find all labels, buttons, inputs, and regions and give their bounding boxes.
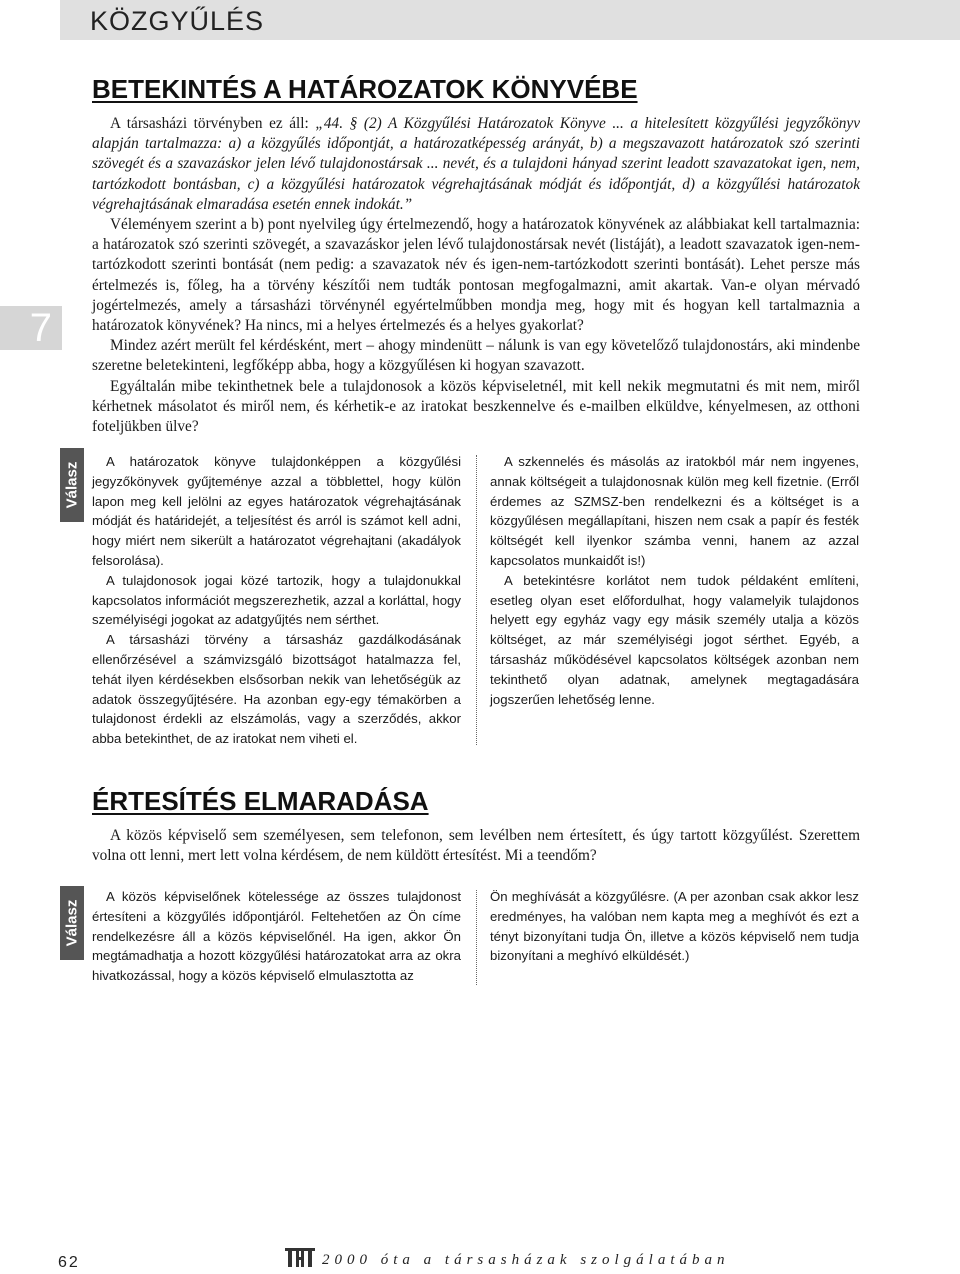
column-divider [476, 455, 477, 745]
article-title-2: ÉRTESÍTÉS ELMARADÁSA [92, 786, 429, 816]
question-paragraph: Egyáltalán mibe tekinthetnek bele a tulajdonosok a közös képviseletnél, mit kell nekik megmutatni és mit nem, miről kérhetnek másolatot és miről nem, és kérhetik-e az iratokat beszkennelve és e-mailben elküldve, kényelmesen, az otthoni foteljükben ülve? [92, 377, 860, 436]
question-paragraph [92, 114, 860, 215]
answer-label-text: Válasz [63, 461, 81, 509]
article-title-1: BETEKINTÉS A HATÁROZATOK KÖNYVÉBE [92, 74, 638, 104]
page-tab-number: 7 [29, 306, 52, 350]
answer-paragraph: A társasházi törvény a társasház gazdálkodásának ellenőrzésével a számvizsgáló bizottságot hatalmazza fel, tehát ilyen kérdésekben elsősorban nekik van lehetőségük az adatok összegyűjtésére. Ha azonban egy-egy témakörben a tulajdonost érdekli az elszámolás, vagy a szerződés, akkor abba betekinthet, de az iratokat nem viheti el. [92, 632, 461, 747]
page-tab [0, 306, 62, 350]
answer-column-right-2 [490, 887, 859, 966]
answer-paragraph: A betekintésre korlátot nem tudok példaként említeni, esetleg olyan eset előfordulhat, hogy valamelyik tulajdonos helyett egy egyház vagy egy másik személy utalja a közös költséget, az már személyiségi jogot sérthet. Egyéb, a társasház működésével kapcsolatos költségek azonban nem tekinthető olyan adatnak, amelynek megtagadására jogszerűen lehetőség lenne. [490, 572, 859, 707]
answer-label-1 [60, 448, 84, 522]
question-paragraph: A közös képviselő sem személyesen, sem telefonon, sem levélben nem értesített, és úgy tartott közgyűlést. Szerettem volna ott lenni, mert lett volna kérdésem, de nem küldött értesítést. Mi a teendőm? [92, 827, 860, 865]
question-paragraph: Véleményem szerint a b) pont nyelvileg úgy értelmezendő, hogy a határozatok könyvének az alábbiakat kell tartalmaznia: a határozatok szó szerinti szövegét, a szavazáskor jelen lévő tulajdonostársak nevét (listáját), a leadott szavazatok igen-nem-tartózkodott szerinti bontását (nem pedig: a szavazatok név és igen-nem-tartózkodott szerinti bontását). Lehet persze más értelmezés is, főleg, ha a törvény készítői nem tudták pontosan megfogalmazni, amit akartak. Van-e olyan mérvadó jogértelmezés, amely a társasházi törvénynél egyértelműbben mondja meg, hogy mit és hogyan kell tartalmaznia a határozatok könyvének? Ha nincs, mi a helyes értelmezés és a helyes gyakorlat? [92, 216, 860, 335]
answer-label-2 [60, 886, 84, 960]
answer-label-text: Válasz [63, 899, 81, 947]
question-intro: A társasházi törvényben ez áll: [110, 115, 316, 132]
page-number: 62 [58, 1254, 80, 1271]
answer-column-left-1 [92, 452, 461, 749]
tht-logo [285, 1246, 315, 1268]
answer-paragraph: Ön meghívását a közgyűlésre. (A per azonban csak akkor lesz eredményes, ha valóban nem kapta meg a meghívót és ezt a tényt bizonyítani tudja Ön, illetve a közös képviselő nem tudja bizonyítani a meghívó elküldését.) [490, 889, 859, 964]
answer-paragraph: A szkennelés és másolás az iratokból már nem ingyenes, annak költségeit a tulajdonosnak külön meg kell fizetnie. (Erről érdemes az SZMSZ-ben rendelkezni és a költséget is a közgyűlésen megállapítani, hiszen nem csak a papír és festék költségét kell ilyenkor számba venni, hanem az azzal kapcsolatos munkaidőt is!) [490, 454, 859, 568]
answer-paragraph: A tulajdonosok jogai közé tartozik, hogy a tulajdonukkal kapcsolatos információt megszerezhetik, azzal a korláttal, hogy személyiségi jogokat az adatgyűjtés nem sérthet. [92, 572, 461, 628]
question-paragraph: Mindez azért merült fel kérdésként, mert – ahogy mindenütt – nálunk is van egy követelőző tulajdonostárs, aki mindenbe szeretne beletekinteni, legfőképp abba, hogy a közgyűlésen ki hogyan szavazott. [92, 337, 860, 375]
question-text-2 [92, 826, 860, 866]
answer-column-right-1 [490, 452, 859, 709]
answer-paragraph: A közös képviselőnek kötelessége az összes tulajdonost értesíteni a közgyűlés időpontjáról. Feltehetően az Ön címe rendelkezésre áll a közös képviselőnél. Ha igen, akkor Ön megtámadhatja a hozott közgyűlési határozatokat arra az okra hivatkozással, hogy a közös képviselő elmulasztotta az [92, 889, 461, 984]
section-title: KÖZGYŰLÉS [90, 6, 265, 36]
answer-paragraph: A határozatok könyve tulajdonképpen a közgyűlési jegyzőkönyvek gyűjteménye azzal a többlettel, hogy külön lapon meg kell jelölni az egyes határozatok végrehajtásának módját és határidejét, a teljesítést és arról is számot kell adni, hogy miért nem sikerült a határozatot végrehajtani (akadályok felsorolása). [92, 454, 461, 568]
column-divider [476, 890, 477, 985]
answer-column-left-2 [92, 887, 461, 986]
question-text-1 [92, 114, 860, 437]
law-quote: „44. § (2) A Közgyűlési Határozatok Könyve ... a hitelesített közgyűlési jegyzőkönyv alapján tartalmazza: a) a közgyűlés időpontját, a határozatképesség arányát, b) a megszavazott határozatok szó szerinti szövegét és a szavazáskor jelen lévő tulajdonostársak ... nevét, és a tulajdoni hányad szerint leadott szavazatokat igen, nem, tartózkodott bontásban, c) a közgyűlési határozatok végrehajtásának módját és időpontját, d) a közgyűlési határozatok végrehajtásának elmaradása esetén ennek indokát.” [92, 115, 860, 213]
footer-tagline: 2000 óta a társasházak szolgálatában [322, 1252, 730, 1268]
